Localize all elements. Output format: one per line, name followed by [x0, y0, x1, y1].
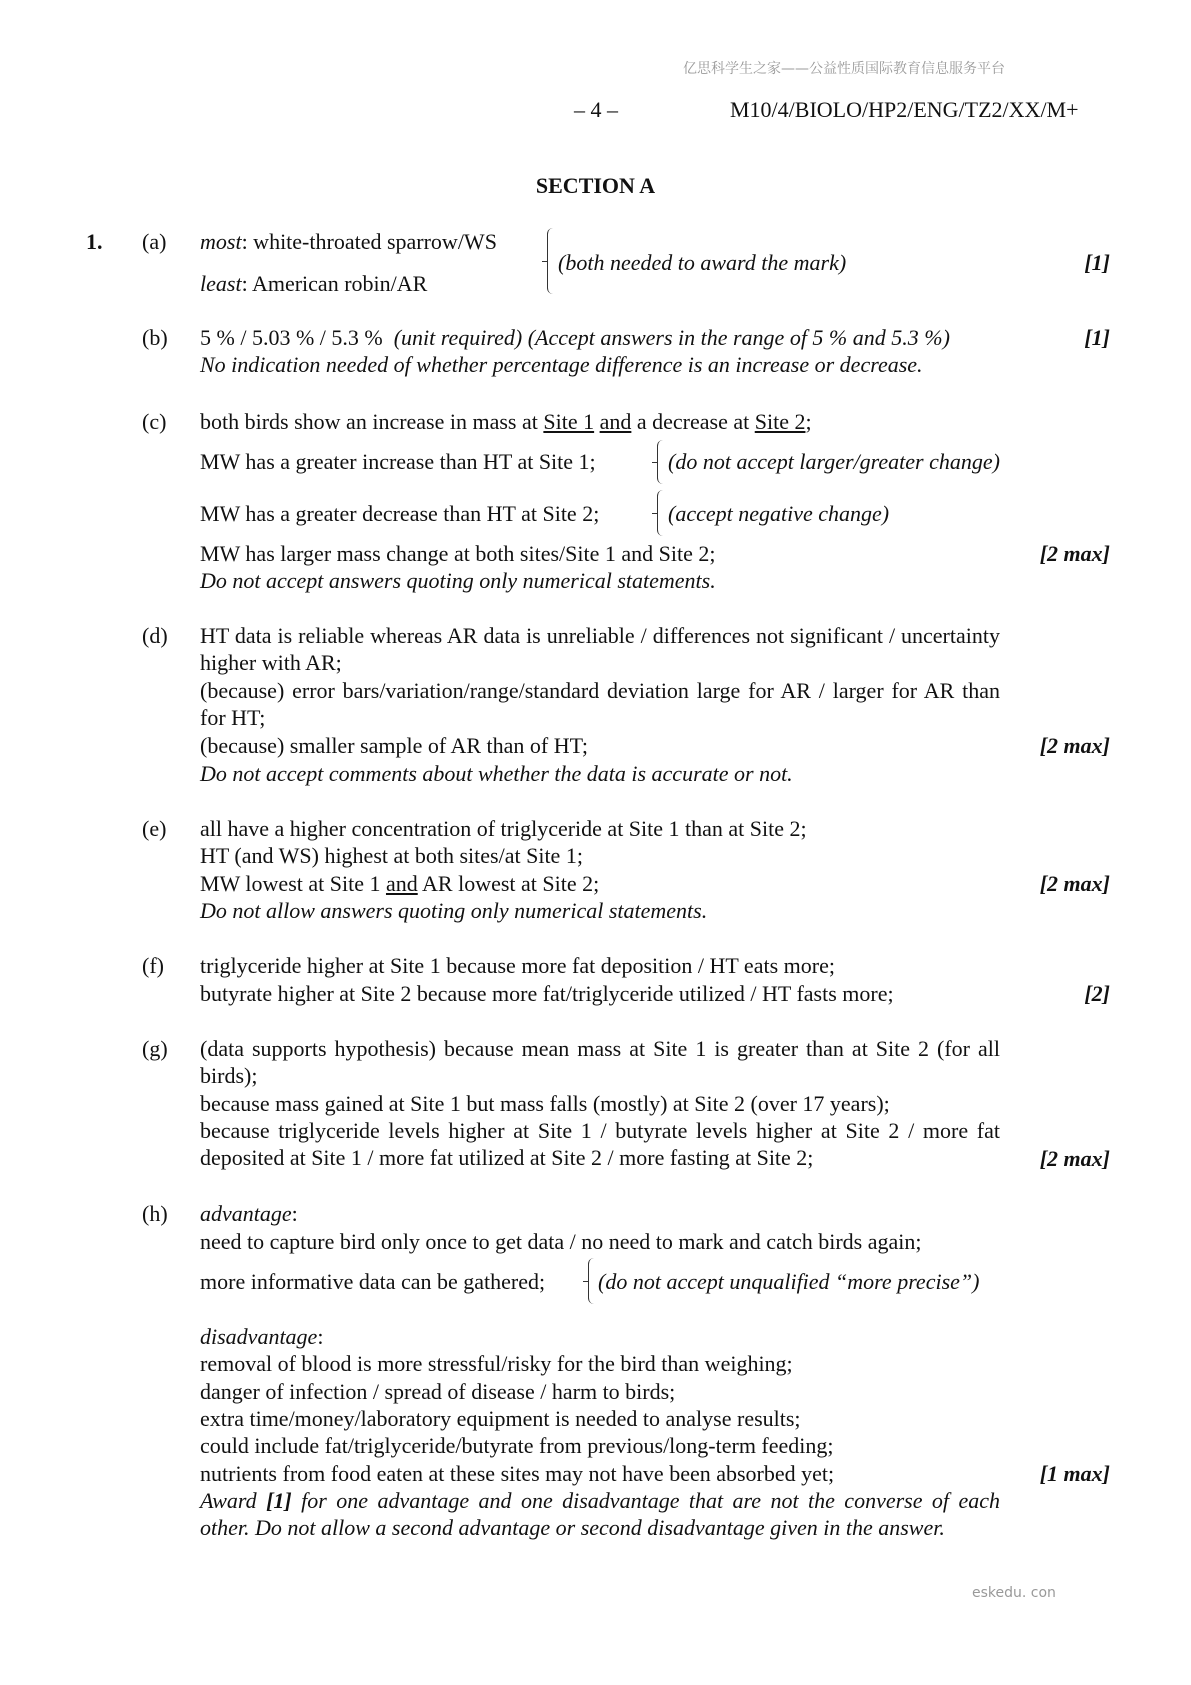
- c-line-3: MW has a greater decrease than HT at Site 2;: [200, 501, 600, 526]
- part-g-label: (g): [142, 1036, 168, 1061]
- b-line-1: [200, 324, 950, 351]
- part-h-label: (h): [142, 1201, 168, 1226]
- b-answer: 5 % / 5.03 % / 5.3 %: [200, 325, 383, 350]
- h-disadvantage-colon: :: [317, 1324, 324, 1349]
- e-line-3-c: AR lowest at Site 2;: [417, 871, 600, 896]
- c-line-5: Do not accept answers quoting only numerical statements.: [200, 568, 716, 593]
- part-a-label: (a): [142, 229, 167, 254]
- g-line-2: because mass gained at Site 1 but mass falls (mostly) at Site 2 (over 17 years);: [200, 1091, 890, 1116]
- c-brace-1: [657, 440, 664, 484]
- part-e-label: (e): [142, 816, 167, 841]
- a-most: [200, 228, 497, 255]
- watermark-bottom: eskedu. con: [972, 1585, 1056, 1601]
- e-and: and: [385, 871, 418, 896]
- c-line-1: [200, 408, 812, 435]
- e-line-4: Do not allow answers quoting only numerical statements.: [200, 898, 708, 923]
- part-c-label: (c): [142, 409, 167, 434]
- h-disadvantage-3: extra time/money/laboratory equipment is needed to analyse results;: [200, 1406, 801, 1431]
- a-least-value: : American robin/AR: [241, 271, 428, 296]
- f-mark: [2]: [1084, 981, 1110, 1006]
- b-answer-note: (unit required) (Accept answers in the range of 5 % and 5.3 %): [393, 325, 950, 350]
- page-number: – 4 –: [574, 97, 618, 122]
- h-disadvantage-key: disadvantage: [200, 1324, 318, 1349]
- b-mark: [1]: [1084, 325, 1110, 350]
- section-title: SECTION A: [535, 173, 656, 198]
- c-line-3-note: (accept negative change): [668, 501, 890, 526]
- c-line-1-mid: a decrease at: [631, 409, 755, 434]
- c-semicolon: ;: [805, 409, 812, 434]
- h-advantage-2: more informative data can be gathered;: [200, 1269, 546, 1294]
- g-line-1: (data supports hypothesis) because mean mass at Site 1 is greater than at Site 2 (for all birds);: [200, 1036, 1000, 1088]
- part-b-label: (b): [142, 325, 168, 350]
- c-line-1-text: both birds show an increase in mass at: [200, 409, 544, 434]
- h-award-mark: [1]: [266, 1488, 292, 1513]
- h-advantage-heading: [200, 1200, 1000, 1227]
- h-advantage-2-note: (do not accept unqualified “more precise”): [598, 1269, 980, 1294]
- f-line-1: triglyceride higher at Site 1 because more fat deposition / HT eats more;: [200, 953, 835, 978]
- c-line-2-note: (do not accept larger/greater change): [668, 449, 1000, 474]
- g-line-3: because triglyceride levels higher at Site 1 / butyrate levels higher at Site 2 / more fat deposited at Site 1 / more fat utilized at Site 2 / more fasting at Site 2;: [200, 1118, 1000, 1170]
- d-mark: [2 max]: [1039, 733, 1110, 758]
- e-line-3: [200, 870, 1000, 897]
- h-mark: [1 max]: [1039, 1461, 1110, 1486]
- c-line-4: MW has larger mass change at both sites/Site 1 and Site 2;: [200, 541, 716, 566]
- a-mark: [1]: [1084, 250, 1110, 275]
- c-and: and: [599, 409, 632, 434]
- e-line-3-a: MW lowest at Site 1: [200, 871, 386, 896]
- a-least: [200, 270, 427, 297]
- h-disadvantage-5: nutrients from food eaten at these sites may not have been absorbed yet;: [200, 1461, 835, 1486]
- h-award-note: [200, 1487, 1000, 1541]
- c-brace-2: [657, 490, 664, 536]
- d-line-2: (because) error bars/variation/range/standard deviation large for AR / larger for AR than for HT;: [200, 678, 1000, 730]
- h-disadvantage-1: removal of blood is more stressful/risky for the bird than weighing;: [200, 1351, 793, 1376]
- a-least-key: least: [200, 271, 242, 296]
- h-disadvantage-heading: [200, 1323, 1000, 1350]
- c-mark: [2 max]: [1039, 541, 1110, 566]
- d-line-3: (because) smaller sample of AR than of HT;: [200, 733, 588, 758]
- watermark-top: 亿思科学生之家——公益性质国际教育信息服务平台: [683, 61, 1005, 77]
- question-number: 1.: [86, 229, 103, 254]
- d-line-1: HT data is reliable whereas AR data is unreliable / differences not significant / uncertainty higher with AR;: [200, 623, 1000, 675]
- part-d-label: (d): [142, 623, 168, 648]
- h-award-b: for one advantage and one disadvantage that are not the converse of each other. Do not allow a second advantage or second disadvantage given in the answer.: [200, 1488, 1000, 1540]
- e-line-2: HT (and WS) highest at both sites/at Site 1;: [200, 843, 583, 868]
- h-advantage-colon: :: [291, 1201, 298, 1226]
- b-line-2: No indication needed of whether percentage difference is an increase or decrease.: [200, 352, 923, 377]
- c-site-2: Site 2: [754, 409, 806, 434]
- c-line-2: MW has a greater increase than HT at Site 1;: [200, 449, 596, 474]
- h-award-a: Award: [200, 1488, 267, 1513]
- h-disadvantage-2: danger of infection / spread of disease / harm to birds;: [200, 1379, 676, 1404]
- g-mark: [2 max]: [1039, 1146, 1110, 1171]
- h-disadvantage-4: could include fat/triglyceride/butyrate from previous/long-term feeding;: [200, 1433, 834, 1458]
- c-site-1: Site 1: [543, 409, 595, 434]
- d-line-4: Do not accept comments about whether the data is accurate or not.: [200, 761, 793, 786]
- h-advantage-1: need to capture bird only once to get data / no need to mark and catch birds again;: [200, 1229, 922, 1254]
- document-code: M10/4/BIOLO/HP2/ENG/TZ2/XX/M+: [730, 97, 1079, 122]
- a-brace: [547, 228, 554, 294]
- e-line-1: all have a higher concentration of triglyceride at Site 1 than at Site 2;: [200, 816, 807, 841]
- f-line-2: butyrate higher at Site 2 because more fat/triglyceride utilized / HT fasts more;: [200, 981, 894, 1006]
- h-advantage-key: advantage: [200, 1201, 292, 1226]
- a-most-value: : white-throated sparrow/WS: [241, 229, 497, 254]
- a-most-key: most: [200, 229, 242, 254]
- part-f-label: (f): [142, 953, 164, 978]
- a-note: (both needed to award the mark): [558, 250, 847, 275]
- e-mark: [2 max]: [1039, 871, 1110, 896]
- h-brace: [588, 1258, 595, 1304]
